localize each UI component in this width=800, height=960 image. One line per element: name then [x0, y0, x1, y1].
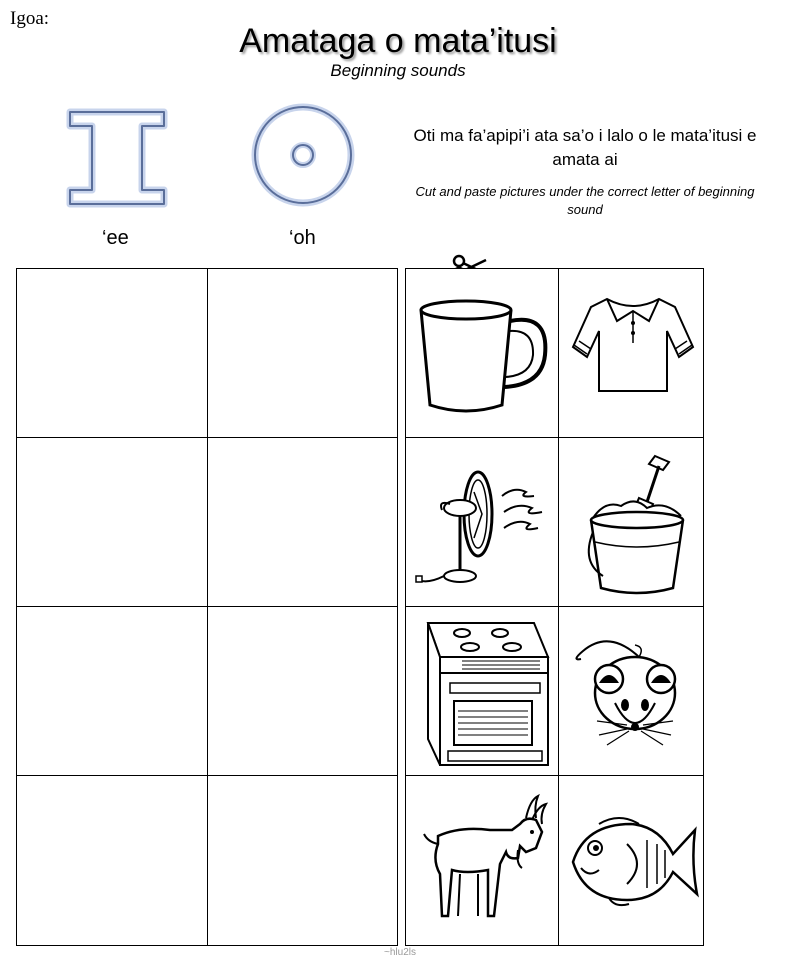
- shirt-icon: [571, 293, 695, 397]
- letter-o-outline-icon: [250, 104, 356, 210]
- goat-icon: [420, 794, 550, 928]
- answer-cell-i-1[interactable]: [16, 268, 208, 438]
- answer-cell-o-3[interactable]: [207, 606, 398, 776]
- mouse-icon: [569, 623, 697, 755]
- letter-i-outline-icon: [64, 106, 174, 212]
- answer-cell-i-4[interactable]: [16, 775, 208, 946]
- instruction-english: Cut and paste pictures under the correct letter of beginning sound: [415, 184, 755, 217]
- footer-credit: ~hlu2ls: [384, 947, 416, 958]
- mug-icon: [416, 293, 552, 417]
- page-subtitle: Beginning sounds: [330, 61, 466, 80]
- picture-cell-fish[interactable]: [558, 775, 704, 946]
- stove-icon: [422, 613, 554, 769]
- picture-cell-stove[interactable]: [405, 606, 559, 776]
- answer-cell-o-1[interactable]: [207, 268, 398, 438]
- instruction-samoan: Oti ma fa’apipi’i ata sa’o i lalo o le mata’itusi e amata ai: [413, 126, 757, 169]
- bucket-icon: [585, 452, 689, 598]
- fan-icon: [414, 468, 556, 592]
- answer-cell-o-2[interactable]: [207, 437, 398, 607]
- picture-cell-goat[interactable]: [405, 775, 559, 946]
- picture-cell-fan[interactable]: [405, 437, 559, 607]
- picture-cell-mouse[interactable]: [558, 606, 704, 776]
- answer-cell-i-3[interactable]: [16, 606, 208, 776]
- sound-label-ee: ‘ee: [102, 227, 129, 249]
- picture-cell-shirt[interactable]: [558, 268, 704, 438]
- answer-cell-o-4[interactable]: [207, 775, 398, 946]
- picture-cell-bucket[interactable]: [558, 437, 704, 607]
- name-label: Igoa:: [10, 8, 50, 29]
- answer-cell-i-2[interactable]: [16, 437, 208, 607]
- picture-cell-mug[interactable]: [405, 268, 559, 438]
- page-title: Amataga o mata’itusi: [239, 22, 557, 60]
- fish-icon: [569, 810, 699, 910]
- sound-label-oh: ‘oh: [289, 227, 316, 249]
